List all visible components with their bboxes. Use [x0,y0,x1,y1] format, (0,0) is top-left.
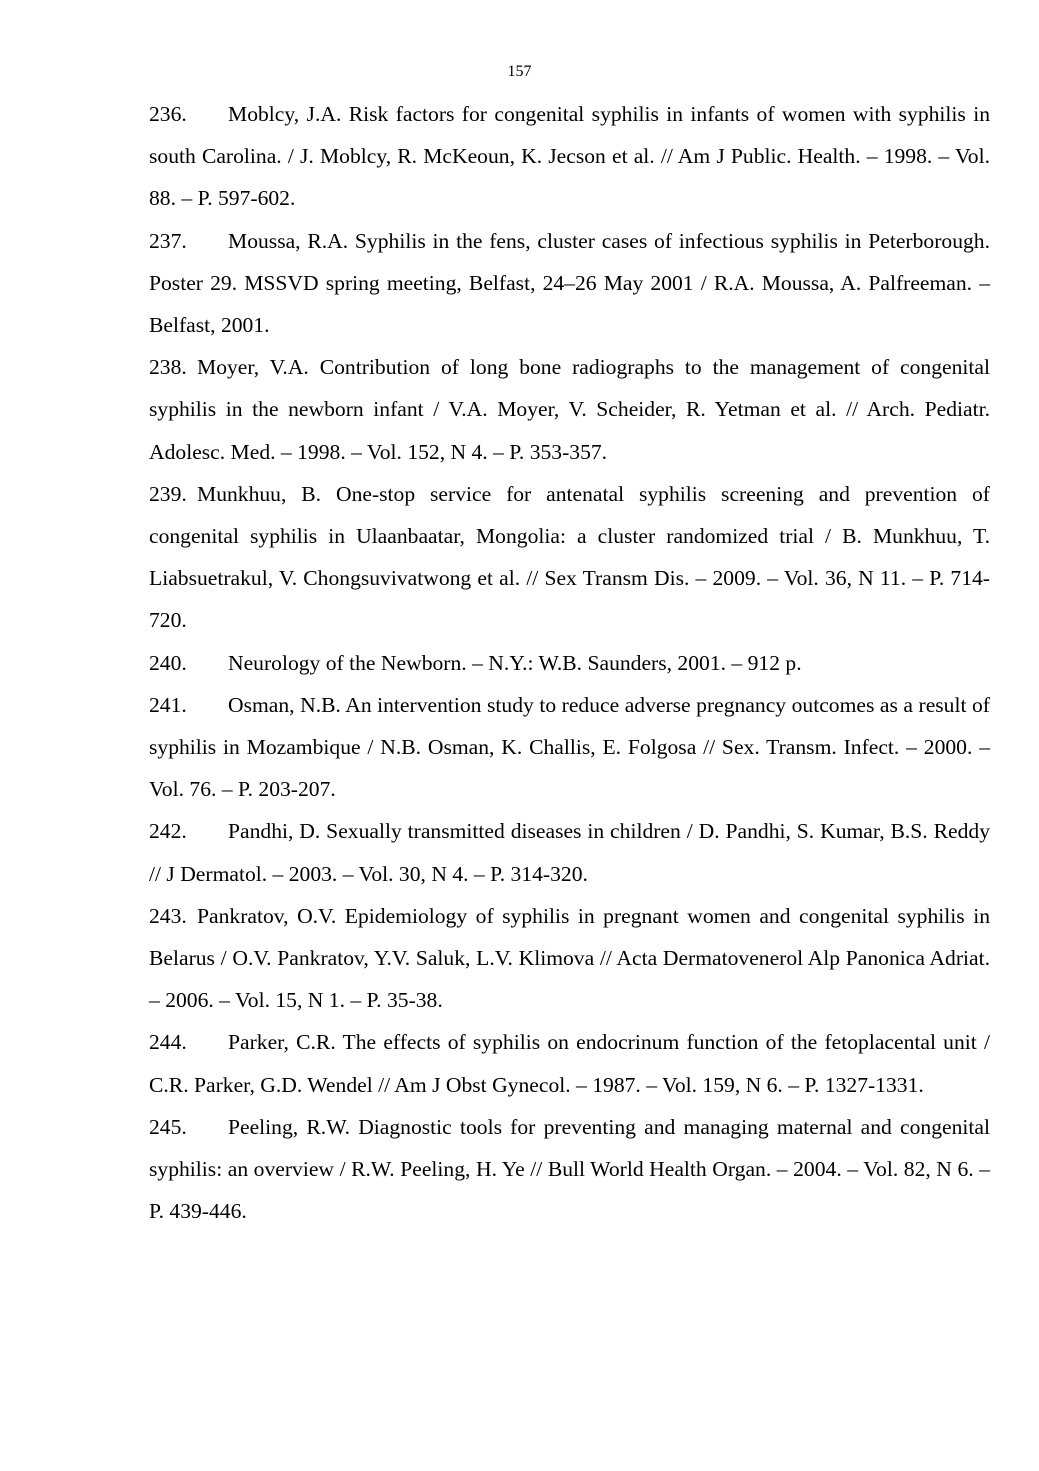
reference-text: Peeling, R.W. Diagnostic tools for preventing and managing maternal and congenital syphilis: an overview / R.W. Peeling, H. Ye // Bull World Health Organ. – 2004. – Vol. 82, N 6. – P. 439-446. [149,1114,990,1224]
reference-item [149,346,990,473]
reference-text: Pankratov, O.V. Epidemiology of syphilis in pregnant women and congenital syphilis in Belarus / O.V. Pankratov, Y.V. Saluk, L.V. Klimova // Acta Dermatovenerol Alp Panonica Adriat. – 2006. – Vol. 15, N 1. – P. 35-38. [149,903,990,1013]
reference-number: 242. [149,819,187,844]
reference-number: 243. [149,903,187,928]
reference-text: Parker, C.R. The effects of syphilis on endocrinum function of the fetoplacental unit / C.R. Parker, G.D. Wendel // Am J Obst Gynecol. – 1987. – Vol. 159, N 6. – P. 1327-1331. [149,1030,990,1097]
reference-text: Moyer, V.A. Contribution of long bone radiographs to the management of congenital syphilis in the newborn infant / V.A. Moyer, V. Scheider, R. Yetman et al. // Arch. Pediatr. Adolesc. Med. – 1998. – Vol. 152, N 4. – P. 353-357. [149,355,990,464]
reference-item [149,642,990,684]
reference-number: 244. [149,1030,187,1055]
reference-number: 245. [149,1114,187,1139]
reference-text: Munkhuu, B. One-stop service for antenatal syphilis screening and prevention of congenital syphilis in Ulaanbaatar, Mongolia: a cluster randomized trial / B. Munkhuu, T. Liabsuetrakul, V. Chongsuvivatwong et al. // Sex Transm Dis. – 2009. – Vol. 36, N 11. – P. 714-720. [149,481,990,633]
reference-item [149,93,990,220]
reference-text: Pandhi, D. Sexually transmitted diseases in children / D. Pandhi, S. Kumar, B.S. Reddy // J Dermatol. – 2003. – Vol. 30, N 4. – P. 314-320. [149,819,990,886]
reference-item [149,1106,990,1233]
reference-number: 236. [149,102,187,126]
reference-number: 241. [149,692,187,717]
page-number: 157 [507,63,532,80]
reference-item [149,220,990,347]
reference-number: 238. [149,355,187,380]
reference-item [149,1021,990,1105]
reference-item [149,895,990,1022]
reference-item [149,684,990,811]
reference-item [149,810,990,894]
reference-list [149,93,990,1232]
reference-number: 239. [149,481,187,506]
reference-item [149,473,990,642]
reference-number: 240. [149,650,187,675]
reference-text: Moblcy, J.A. Risk factors for congenital syphilis in infants of women with syphilis in south Carolina. / J. Moblcy, R. McKeoun, K. Jecson et al. // Am J Public. Health. – 1998. – Vol. 88. – P. 597-602. [149,102,990,211]
reference-number: 237. [149,228,187,253]
reference-text: Osman, N.B. An intervention study to reduce adverse pregnancy outcomes as a result of syphilis in Mozambique / N.B. Osman, K. Challis, E. Folgosa // Sex. Transm. Infect. – 2000. – Vol. 76. – P. 203-207. [149,692,990,802]
reference-text: Neurology of the Newborn. – N.Y.: W.B. Saunders, 2001. – 912 p. [228,650,802,675]
reference-text: Moussa, R.A. Syphilis in the fens, cluster cases of infectious syphilis in Peterborough. Poster 29. MSSVD spring meeting, Belfast, 24–26 May 2001 / R.A. Moussa, A. Palfreeman. – Belfast, 2001. [149,228,990,338]
